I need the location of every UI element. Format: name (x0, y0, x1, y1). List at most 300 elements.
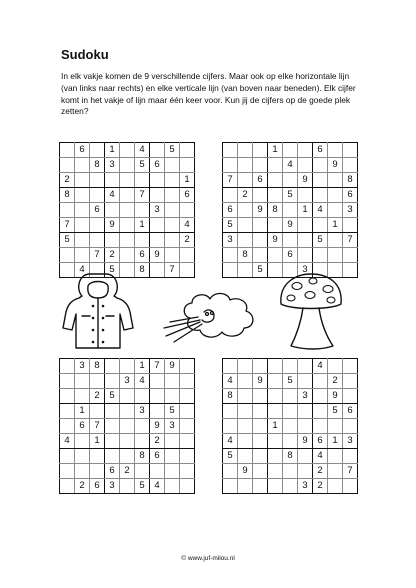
sudoku-cell (253, 389, 268, 404)
sudoku-cell (313, 173, 328, 188)
sudoku-cell: 7 (165, 263, 180, 278)
sudoku-cell (90, 188, 105, 203)
sudoku-cell: 8 (343, 173, 358, 188)
sudoku-cell (298, 359, 313, 374)
sudoku-cell (298, 188, 313, 203)
sudoku-row (223, 464, 358, 479)
sudoku-cell: 6 (343, 188, 358, 203)
sudoku-cell (268, 158, 283, 173)
sudoku-cell (343, 218, 358, 233)
sudoku-cell (328, 143, 343, 158)
sudoku-cell (223, 464, 238, 479)
sudoku-cell (90, 218, 105, 233)
sudoku-cell (60, 248, 75, 263)
sudoku-cell: 6 (90, 203, 105, 218)
sudoku-cell (343, 374, 358, 389)
sudoku-cell (165, 233, 180, 248)
sudoku-cell: 4 (223, 434, 238, 449)
sudoku-cell (150, 404, 165, 419)
sudoku-cell: 5 (105, 263, 120, 278)
sudoku-cell: 9 (328, 389, 343, 404)
sudoku-cell: 6 (105, 464, 120, 479)
sudoku-cell (283, 464, 298, 479)
instruction-line: In elk vakje komen de 9 verschillende cijfers. Maar ook op elke horizontale lijn (61, 71, 350, 81)
sudoku-cell (180, 263, 195, 278)
sudoku-cell: 4 (283, 158, 298, 173)
sudoku-cell (298, 419, 313, 434)
sudoku-cell: 1 (298, 203, 313, 218)
sudoku-cell: 9 (283, 218, 298, 233)
sudoku-cell (180, 434, 195, 449)
sudoku-cell (283, 203, 298, 218)
sudoku-cell (313, 404, 328, 419)
sudoku-cell (105, 173, 120, 188)
sudoku-row (60, 173, 195, 188)
sudoku-cell (253, 233, 268, 248)
sudoku-cell (238, 359, 253, 374)
sudoku-cell (120, 389, 135, 404)
sudoku-cell (165, 158, 180, 173)
sudoku-cell (268, 404, 283, 419)
sudoku-cell: 9 (150, 419, 165, 434)
sudoku-row (223, 374, 358, 389)
sudoku-cell: 3 (105, 158, 120, 173)
sudoku-grid-3 (59, 358, 195, 494)
sudoku-cell (313, 389, 328, 404)
sudoku-cell: 6 (135, 248, 150, 263)
sudoku-cell: 6 (223, 203, 238, 218)
sudoku-cell (238, 374, 253, 389)
sudoku-row (60, 434, 195, 449)
sudoku-cell: 7 (150, 359, 165, 374)
sudoku-cell (298, 158, 313, 173)
sudoku-cell (105, 449, 120, 464)
sudoku-cell (165, 449, 180, 464)
sudoku-cell (60, 404, 75, 419)
sudoku-row (223, 359, 358, 374)
sudoku-cell (238, 434, 253, 449)
sudoku-cell (180, 158, 195, 173)
sudoku-cell: 6 (90, 479, 105, 494)
sudoku-cell: 1 (180, 173, 195, 188)
sudoku-cell (223, 359, 238, 374)
sudoku-cell: 7 (223, 173, 238, 188)
sudoku-cell: 7 (343, 464, 358, 479)
sudoku-row (223, 218, 358, 233)
sudoku-cell (135, 389, 150, 404)
sudoku-cell (75, 173, 90, 188)
sudoku-cell (60, 143, 75, 158)
sudoku-row (60, 404, 195, 419)
sudoku-cell (60, 359, 75, 374)
sudoku-cell (180, 143, 195, 158)
sudoku-row (223, 203, 358, 218)
sudoku-row (60, 203, 195, 218)
sudoku-cell (343, 143, 358, 158)
sudoku-cell (180, 359, 195, 374)
sudoku-cell (90, 464, 105, 479)
sudoku-row (223, 449, 358, 464)
sudoku-cell (90, 449, 105, 464)
sudoku-cell: 3 (298, 389, 313, 404)
instructions (61, 71, 361, 118)
sudoku-cell (120, 173, 135, 188)
sudoku-cell: 9 (165, 359, 180, 374)
sudoku-cell: 9 (150, 248, 165, 263)
sudoku-cell (60, 464, 75, 479)
sudoku-cell (283, 479, 298, 494)
sudoku-cell (223, 248, 238, 263)
sudoku-cell (135, 434, 150, 449)
sudoku-cell (268, 434, 283, 449)
sudoku-cell (253, 158, 268, 173)
sudoku-cell (150, 389, 165, 404)
sudoku-cell (120, 449, 135, 464)
sudoku-cell (253, 359, 268, 374)
sudoku-cell (60, 389, 75, 404)
sudoku-cell (298, 233, 313, 248)
sudoku-cell (238, 419, 253, 434)
footer-credit: © www.juf-milou.nl (181, 555, 235, 562)
sudoku-cell (90, 143, 105, 158)
sudoku-cell: 5 (105, 389, 120, 404)
sudoku-cell: 1 (75, 404, 90, 419)
sudoku-cell: 8 (90, 158, 105, 173)
sudoku-cell (75, 389, 90, 404)
sudoku-cell: 9 (253, 203, 268, 218)
sudoku-cell (120, 233, 135, 248)
sudoku-cell: 4 (135, 143, 150, 158)
sudoku-cell (120, 218, 135, 233)
sudoku-cell (268, 449, 283, 464)
sudoku-row (223, 188, 358, 203)
sudoku-cell (283, 233, 298, 248)
sudoku-cell (328, 449, 343, 464)
sudoku-cell: 4 (313, 359, 328, 374)
sudoku-cell: 6 (313, 143, 328, 158)
sudoku-cell (253, 464, 268, 479)
sudoku-cell (238, 233, 253, 248)
sudoku-cell (313, 158, 328, 173)
sudoku-cell: 3 (298, 479, 313, 494)
sudoku-cell: 4 (150, 479, 165, 494)
sudoku-cell (165, 173, 180, 188)
sudoku-cell (328, 188, 343, 203)
sudoku-row (60, 464, 195, 479)
sudoku-cell (298, 449, 313, 464)
sudoku-cell (223, 479, 238, 494)
sudoku-cell (135, 173, 150, 188)
sudoku-cell (238, 203, 253, 218)
instruction-line: komt in het vakje of lijn maar één keer voor. Kun jij de cijfers op de goede plek (61, 94, 351, 105)
sudoku-cell (120, 434, 135, 449)
sudoku-cell (135, 419, 150, 434)
sudoku-row (60, 233, 195, 248)
sudoku-grid-4 (222, 358, 358, 494)
sudoku-cell (268, 374, 283, 389)
sudoku-cell (150, 188, 165, 203)
sudoku-cell (238, 449, 253, 464)
sudoku-cell: 9 (268, 233, 283, 248)
sudoku-cell (165, 374, 180, 389)
sudoku-cell (165, 434, 180, 449)
sudoku-cell (313, 188, 328, 203)
sudoku-cell: 6 (180, 188, 195, 203)
sudoku-cell (120, 188, 135, 203)
sudoku-cell (238, 173, 253, 188)
sudoku-row (223, 404, 358, 419)
sudoku-cell (165, 464, 180, 479)
sudoku-cell (283, 389, 298, 404)
sudoku-cell (328, 203, 343, 218)
sudoku-cell (135, 464, 150, 479)
sudoku-row (223, 434, 358, 449)
sudoku-cell (253, 434, 268, 449)
sudoku-cell (268, 389, 283, 404)
sudoku-cell (105, 434, 120, 449)
sudoku-cell (343, 449, 358, 464)
sudoku-cell: 4 (105, 188, 120, 203)
sudoku-cell (223, 188, 238, 203)
sudoku-cell (313, 248, 328, 263)
sudoku-cell: 8 (268, 203, 283, 218)
sudoku-cell (150, 233, 165, 248)
sudoku-cell (120, 479, 135, 494)
sudoku-cell (60, 419, 75, 434)
sudoku-cell (223, 158, 238, 173)
sudoku-cell (253, 143, 268, 158)
sudoku-cell (60, 158, 75, 173)
sudoku-cell (253, 248, 268, 263)
sudoku-cell (90, 404, 105, 419)
sudoku-cell: 3 (298, 263, 313, 278)
sudoku-cell (75, 188, 90, 203)
sudoku-cell (165, 203, 180, 218)
sudoku-cell: 5 (165, 143, 180, 158)
sudoku-cell (283, 173, 298, 188)
sudoku-cell (343, 479, 358, 494)
sudoku-cell: 3 (75, 359, 90, 374)
sudoku-cell: 7 (90, 248, 105, 263)
sudoku-cell: 9 (238, 464, 253, 479)
sudoku-cell (283, 359, 298, 374)
sudoku-cell (105, 203, 120, 218)
sudoku-cell: 3 (165, 419, 180, 434)
sudoku-cell (180, 404, 195, 419)
sudoku-cell (120, 143, 135, 158)
sudoku-cell (120, 404, 135, 419)
mushroom-illustration (275, 270, 347, 352)
sudoku-row (60, 143, 195, 158)
sudoku-row (60, 419, 195, 434)
sudoku-cell (328, 464, 343, 479)
sudoku-cell (75, 449, 90, 464)
sudoku-cell (120, 158, 135, 173)
sudoku-cell (238, 263, 253, 278)
sudoku-cell (75, 218, 90, 233)
sudoku-cell (268, 173, 283, 188)
sudoku-cell (313, 374, 328, 389)
sudoku-cell: 2 (75, 479, 90, 494)
sudoku-cell (268, 188, 283, 203)
raincoat-illustration (60, 270, 142, 352)
sudoku-cell (238, 479, 253, 494)
sudoku-cell (253, 188, 268, 203)
sudoku-cell (120, 419, 135, 434)
sudoku-cell (238, 143, 253, 158)
sudoku-row (223, 248, 358, 263)
sudoku-row (60, 449, 195, 464)
sudoku-cell (253, 404, 268, 419)
sudoku-cell (313, 218, 328, 233)
sudoku-cell: 7 (343, 233, 358, 248)
instruction-line: (van links naar rechts) en elke verticale lijn (van boven naar beneden). Elk cijfer (61, 82, 356, 93)
sudoku-cell: 6 (313, 434, 328, 449)
sudoku-cell (253, 419, 268, 434)
sudoku-row (223, 158, 358, 173)
sudoku-cell (60, 449, 75, 464)
sudoku-cell: 6 (283, 248, 298, 263)
instruction-line: zetten? (61, 106, 89, 117)
sudoku-cell: 8 (90, 359, 105, 374)
sudoku-cell: 3 (150, 203, 165, 218)
sudoku-cell: 6 (75, 419, 90, 434)
sudoku-cell (120, 248, 135, 263)
sudoku-cell: 2 (90, 389, 105, 404)
sudoku-row (60, 374, 195, 389)
sudoku-cell: 5 (165, 404, 180, 419)
sudoku-cell: 8 (135, 449, 150, 464)
sudoku-cell: 5 (223, 218, 238, 233)
sudoku-cell: 6 (253, 173, 268, 188)
sudoku-cell (328, 248, 343, 263)
sudoku-cell: 6 (150, 158, 165, 173)
sudoku-row (60, 359, 195, 374)
sudoku-cell (165, 188, 180, 203)
sudoku-row (223, 233, 358, 248)
sudoku-cell (283, 143, 298, 158)
sudoku-cell (268, 218, 283, 233)
sudoku-cell (180, 389, 195, 404)
sudoku-row (60, 188, 195, 203)
sudoku-cell: 7 (60, 218, 75, 233)
sudoku-row (223, 173, 358, 188)
sudoku-cell (268, 248, 283, 263)
sudoku-cell (328, 479, 343, 494)
sudoku-cell (90, 233, 105, 248)
sudoku-cell (165, 479, 180, 494)
sudoku-cell: 8 (238, 248, 253, 263)
sudoku-cell: 3 (343, 434, 358, 449)
sudoku-cell (238, 389, 253, 404)
sudoku-cell: 4 (223, 374, 238, 389)
sudoku-cell (180, 248, 195, 263)
sudoku-cell (328, 419, 343, 434)
sudoku-cell (75, 203, 90, 218)
sudoku-cell: 5 (60, 233, 75, 248)
sudoku-cell (165, 248, 180, 263)
sudoku-cell (165, 389, 180, 404)
sudoku-cell: 1 (268, 143, 283, 158)
sudoku-cell: 5 (223, 449, 238, 464)
sudoku-cell (343, 389, 358, 404)
sudoku-cell: 4 (313, 449, 328, 464)
sudoku-cell (328, 233, 343, 248)
sudoku-cell (150, 173, 165, 188)
sudoku-cell (328, 173, 343, 188)
sudoku-cell: 1 (135, 359, 150, 374)
sudoku-cell: 1 (90, 434, 105, 449)
sudoku-cell (223, 143, 238, 158)
sudoku-cell (223, 419, 238, 434)
sudoku-cell: 4 (60, 434, 75, 449)
sudoku-cell (150, 218, 165, 233)
sudoku-cell (105, 359, 120, 374)
sudoku-cell: 3 (120, 374, 135, 389)
sudoku-cell: 4 (313, 203, 328, 218)
sudoku-cell: 9 (328, 158, 343, 173)
sudoku-cell: 9 (253, 374, 268, 389)
wind-cloud-illustration (160, 286, 270, 346)
sudoku-cell (253, 479, 268, 494)
sudoku-row (223, 143, 358, 158)
sudoku-cell (180, 374, 195, 389)
sudoku-cell: 4 (135, 374, 150, 389)
sudoku-cell (90, 374, 105, 389)
sudoku-cell (75, 374, 90, 389)
sudoku-row (60, 479, 195, 494)
sudoku-cell: 2 (313, 479, 328, 494)
sudoku-cell: 5 (283, 188, 298, 203)
sudoku-row (223, 419, 358, 434)
sudoku-cell: 1 (328, 434, 343, 449)
sudoku-cell: 5 (253, 263, 268, 278)
sudoku-cell (120, 359, 135, 374)
sudoku-cell (120, 203, 135, 218)
sudoku-cell: 2 (120, 464, 135, 479)
sudoku-cell: 9 (298, 173, 313, 188)
sudoku-cell (298, 374, 313, 389)
sudoku-row (223, 389, 358, 404)
sudoku-cell (238, 404, 253, 419)
sudoku-row (223, 479, 358, 494)
sudoku-cell (223, 263, 238, 278)
sudoku-cell: 2 (328, 374, 343, 389)
sudoku-cell: 3 (343, 203, 358, 218)
sudoku-cell (105, 419, 120, 434)
sudoku-cell (253, 218, 268, 233)
sudoku-cell (60, 479, 75, 494)
sudoku-cell (298, 404, 313, 419)
sudoku-cell (343, 419, 358, 434)
sudoku-cell (60, 203, 75, 218)
sudoku-cell (253, 449, 268, 464)
sudoku-row (60, 218, 195, 233)
sudoku-cell (165, 218, 180, 233)
sudoku-cell: 8 (60, 188, 75, 203)
sudoku-cell: 8 (283, 449, 298, 464)
sudoku-cell (298, 464, 313, 479)
sudoku-cell: 5 (313, 233, 328, 248)
sudoku-cell: 4 (75, 263, 90, 278)
page-title: Sudoku (61, 47, 109, 62)
sudoku-cell: 8 (135, 263, 150, 278)
sudoku-cell (343, 158, 358, 173)
sudoku-cell (150, 374, 165, 389)
sudoku-cell: 2 (105, 248, 120, 263)
sudoku-cell (180, 449, 195, 464)
sudoku-cell: 2 (150, 434, 165, 449)
